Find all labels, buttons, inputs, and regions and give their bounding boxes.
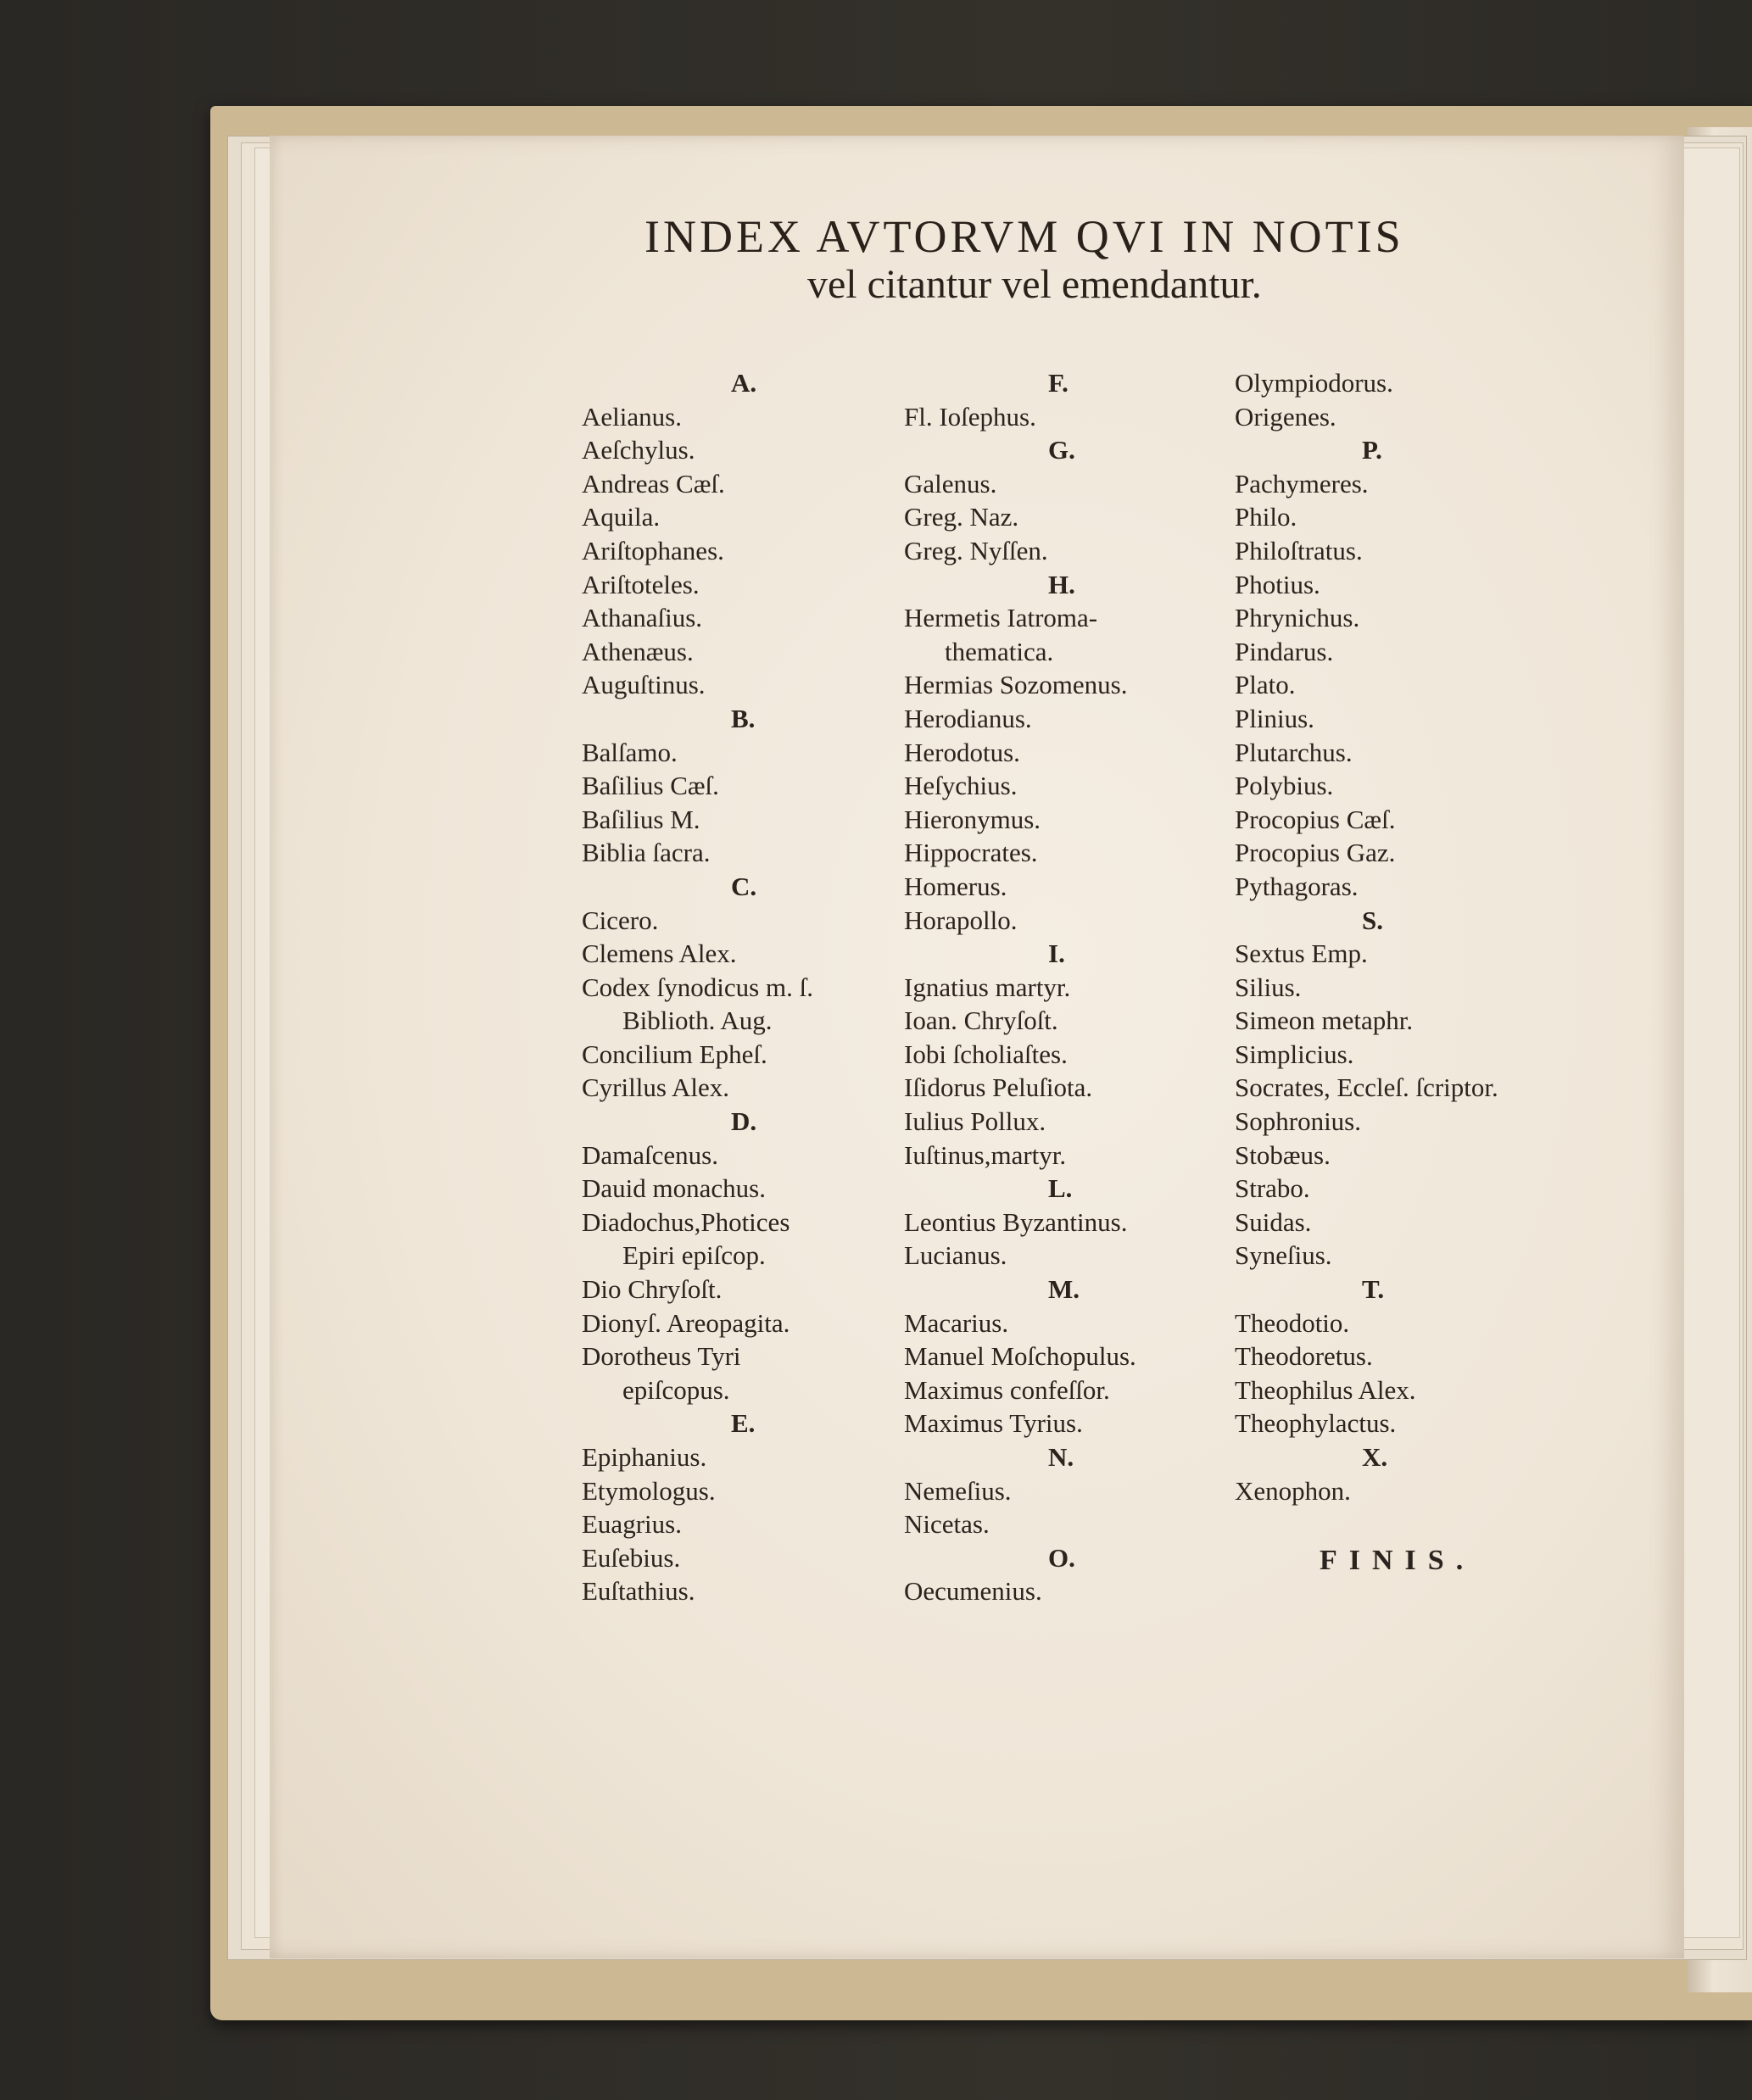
index-entry: Biblia ſacra. — [582, 838, 711, 868]
section-letter: T. — [1362, 1274, 1385, 1305]
index-entry: Epiphanius. — [582, 1442, 707, 1472]
index-entry: Oecumenius. — [904, 1576, 1042, 1607]
index-column-2 — [904, 366, 1209, 1608]
index-entry: Aquila. — [582, 502, 661, 532]
index-entry: Fl. Ioſephus. — [904, 401, 1036, 432]
finis-mark: FINIS. — [1320, 1545, 1476, 1576]
index-entry: Baſilius Cæſ. — [582, 771, 719, 801]
index-entry: Auguſtinus. — [582, 670, 706, 700]
index-entry: Olympiodorus. — [1235, 368, 1393, 398]
index-entry: Aeſchylus. — [582, 435, 695, 465]
section-letter: F. — [1048, 368, 1068, 398]
index-entry: Greg. Naz. — [904, 502, 1019, 532]
index-entry: Hieronymus. — [904, 804, 1041, 834]
index-entry: Philo. — [1235, 502, 1297, 532]
index-entry: Clemens Alex. — [582, 939, 737, 969]
index-entry: Simplicius. — [1235, 1039, 1354, 1069]
index-entry: Dionyſ. Areopagita. — [582, 1307, 790, 1338]
index-entry: Galenus. — [904, 468, 997, 499]
index-entry: Herodianus. — [904, 703, 1032, 733]
index-entry: Theodotio. — [1235, 1307, 1350, 1338]
index-entry: Theodoretus. — [1235, 1341, 1373, 1372]
section-letter: X. — [1362, 1442, 1388, 1472]
index-entry: Socrates, Eccleſ. ſcriptor. — [1235, 1072, 1498, 1103]
index-entry: Ioan. Chryſoſt. — [904, 1005, 1058, 1036]
index-entry: Pindarus. — [1235, 636, 1334, 666]
index-entry: Pythagoras. — [1235, 871, 1359, 901]
index-entry: Procopius Cæſ. — [1235, 804, 1396, 834]
index-entry: Hermetis Iatroma- — [904, 603, 1098, 633]
index-entry: Iobi ſcholiaſtes. — [904, 1039, 1068, 1069]
index-entry: Euſebius. — [582, 1542, 681, 1573]
index-entry: Nicetas. — [904, 1509, 990, 1540]
index-entry: Plinius. — [1235, 703, 1314, 733]
index-entry-continuation: thematica. — [945, 636, 1054, 666]
index-entry: Hippocrates. — [904, 838, 1038, 868]
index-entry: Horapollo. — [904, 905, 1018, 935]
index-entry: Damaſcenus. — [582, 1139, 718, 1170]
index-entry: Photius. — [1235, 569, 1320, 599]
index-entry: Maximus confeſſor. — [904, 1374, 1110, 1405]
index-entry: Strabo. — [1235, 1173, 1310, 1204]
index-entry: Concilium Epheſ. — [582, 1039, 767, 1069]
index-entry: Maximus Tyrius. — [904, 1408, 1083, 1439]
section-letter: L. — [1048, 1173, 1073, 1204]
index-entry: Polybius. — [1235, 771, 1334, 801]
index-title: INDEX AVTORVM QVI IN NOTIS — [644, 211, 1404, 262]
index-entry: Athanaſius. — [582, 603, 703, 633]
index-entry-continuation: Biblioth. Aug. — [622, 1005, 773, 1036]
section-letter: E. — [731, 1408, 756, 1439]
section-letter: P. — [1362, 435, 1382, 465]
index-entry: Heſychius. — [904, 771, 1018, 801]
index-entry: Euſtathius. — [582, 1576, 695, 1607]
index-entry: Stobæus. — [1235, 1139, 1331, 1170]
index-entry: Baſilius M. — [582, 804, 700, 834]
index-entry: Andreas Cæſ. — [582, 468, 725, 499]
index-entry: Athenæus. — [582, 636, 694, 666]
index-subtitle: vel citantur vel emendantur. — [807, 262, 1262, 307]
section-letter: I. — [1048, 939, 1065, 969]
section-letter: S. — [1362, 905, 1383, 935]
index-entry: Iulius Pollux. — [904, 1106, 1046, 1137]
index-entry: Balſamo. — [582, 737, 678, 767]
index-entry: Cicero. — [582, 905, 659, 935]
section-letter: G. — [1048, 435, 1075, 465]
index-entry: Homerus. — [904, 871, 1007, 901]
index-entry: Lucianus. — [904, 1240, 1007, 1271]
index-entry: Ignatius martyr. — [904, 972, 1071, 1002]
index-entry: Theophylactus. — [1235, 1408, 1397, 1439]
index-entry: Silius. — [1235, 972, 1302, 1002]
index-entry-continuation: epiſcopus. — [622, 1374, 730, 1405]
section-letter: D. — [731, 1106, 757, 1137]
section-letter: B. — [731, 703, 756, 733]
section-letter: C. — [731, 871, 757, 901]
index-entry: Hermias Sozomenus. — [904, 670, 1128, 700]
index-entry: Sextus Emp. — [1235, 939, 1368, 969]
section-letter: M. — [1048, 1274, 1080, 1305]
index-entry: Etymologus. — [582, 1475, 716, 1506]
section-letter: A. — [731, 368, 757, 398]
index-entry: Origenes. — [1235, 401, 1336, 432]
index-entry: Greg. Nyſſen. — [904, 535, 1048, 565]
index-entry: Herodotus. — [904, 737, 1020, 767]
index-entry: Theophilus Alex. — [1235, 1374, 1416, 1405]
index-entry: Pachymeres. — [1235, 468, 1369, 499]
index-entry: Ariſtoteles. — [582, 569, 700, 599]
index-entry: Manuel Moſchopulus. — [904, 1341, 1136, 1372]
index-entry: Codex ſynodicus m. ſ. — [582, 972, 813, 1002]
index-entry: Euagrius. — [582, 1509, 682, 1540]
index-entry: Xenophon. — [1235, 1475, 1351, 1506]
index-entry: Iſidorus Peluſiota. — [904, 1072, 1093, 1103]
index-entry: Aelianus. — [582, 401, 682, 432]
index-entry: Dorotheus Tyri — [582, 1341, 741, 1372]
index-entry: Diadochus,Photices — [582, 1206, 790, 1237]
index-entry: Macarius. — [904, 1307, 1009, 1338]
index-entry: Philoſtratus. — [1235, 535, 1363, 565]
index-column-3 — [1235, 366, 1540, 1507]
index-entry: Simeon metaphr. — [1235, 1005, 1414, 1036]
index-entry: Leontius Byzantinus. — [904, 1206, 1128, 1237]
index-entry: Dauid monachus. — [582, 1173, 766, 1204]
index-entry: Sophronius. — [1235, 1106, 1361, 1137]
index-entry: Nemeſius. — [904, 1475, 1012, 1506]
index-entry: Syneſius. — [1235, 1240, 1332, 1271]
section-letter: N. — [1048, 1442, 1074, 1472]
index-entry: Dio Chryſoſt. — [582, 1274, 723, 1305]
index-column-1 — [582, 366, 887, 1608]
index-entry: Suidas. — [1235, 1206, 1312, 1237]
index-entry: Ariſtophanes. — [582, 535, 724, 565]
section-letter: O. — [1048, 1542, 1075, 1573]
index-entry: Procopius Gaz. — [1235, 838, 1396, 868]
index-entry-continuation: Epiri epiſcop. — [622, 1240, 766, 1271]
index-entry: Phrynichus. — [1235, 603, 1360, 633]
index-entry: Iuſtinus,martyr. — [904, 1139, 1067, 1170]
index-entry: Plutarchus. — [1235, 737, 1353, 767]
section-letter: H. — [1048, 569, 1075, 599]
index-entry: Plato. — [1235, 670, 1296, 700]
index-entry: Cyrillus Alex. — [582, 1072, 729, 1103]
